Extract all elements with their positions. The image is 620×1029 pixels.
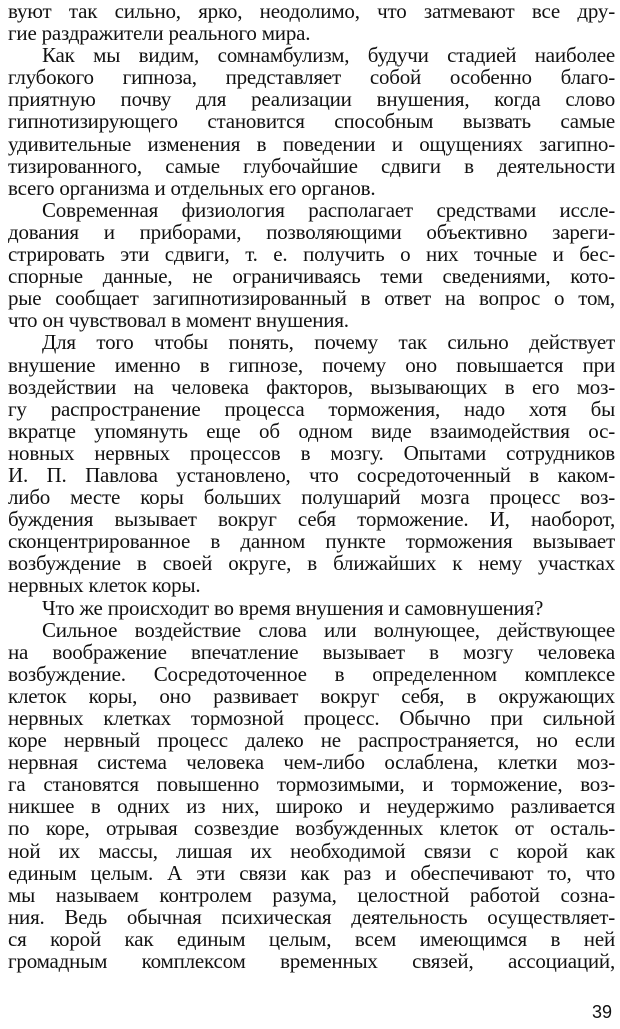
- text-line: сконцентрированное в данном пункте торможения вызывает: [8, 529, 615, 554]
- text-line: Что же происходит во время внушения и самовнушения?: [42, 595, 544, 620]
- text-line: гу распространение процесса торможения, надо хотя бы: [8, 396, 615, 421]
- text-line: коре нервный процесс далеко не распространяется, но если: [8, 728, 615, 753]
- text-line: буждения вызывает вокруг себя торможение. И, наоборот,: [8, 507, 615, 532]
- text-line: И. П. Павлова установлено, что сосредоточенный в каком-: [8, 462, 615, 487]
- text-line: ния. Ведь обычная психическая деятельность осуществляет-: [8, 904, 615, 929]
- paragraph: [8, 0, 615, 44]
- text-line: мы называем контролем разума, целостной работой созна-: [8, 882, 615, 907]
- text-line: приятную почву для реализации внушения, когда слово: [8, 87, 615, 112]
- text-line: либо месте коры больших полушарий мозга процесс воз-: [8, 485, 615, 510]
- text-line: возбуждение. Сосредоточенное в определенном комплексе: [8, 661, 615, 686]
- text-line: удивительные изменения в поведении и ощущениях загипно-: [8, 131, 615, 156]
- text-line: ной их массы, лишая их необходимой связи с корой как: [8, 838, 615, 863]
- text-line: гипнотизирующего становится способным вызвать самые: [8, 109, 615, 134]
- text-line: нервных клеток коры.: [8, 573, 201, 598]
- text-line: Современная физиология располагает средствами иссле-: [42, 197, 615, 222]
- text-line: клеток коры, оно развивает вокруг себя, в окружающих: [8, 683, 615, 708]
- text-line: всего организма и отдельных его органов.: [8, 175, 376, 200]
- text-line: внушение именно в гипнозе, почему оно повышается при: [8, 352, 615, 377]
- text-line: вуют так сильно, ярко, неодолимо, что затмевают все дру-: [8, 0, 615, 23]
- paragraph: [8, 44, 615, 199]
- text-line: нервных клетках тормозной процесс. Обычно при сильной: [8, 706, 615, 730]
- page-number: 39: [591, 1002, 612, 1022]
- book-page-text: [8, 0, 615, 972]
- text-line: вкратце упомянуть еще об одном виде взаимодействия ос-: [8, 418, 615, 443]
- text-line: стрировать эти сдвиги, т. е. получить о них точные и бес-: [8, 242, 615, 267]
- paragraph: [8, 331, 615, 596]
- text-line: Как мы видим, сомнамбулизм, будучи стадией наиболее: [42, 43, 615, 68]
- paragraph: [8, 597, 615, 619]
- text-line: на воображение впечатление вызывает в мозгу человека: [8, 639, 615, 664]
- text-line: тизированного, самые глубочайшие сдвиги в деятельности: [8, 153, 615, 178]
- text-line: Для того чтобы понять, почему так сильно действует: [42, 330, 615, 355]
- text-line: гие раздражители реального мира.: [8, 21, 311, 46]
- paragraph: [8, 199, 615, 332]
- text-line: Сильное воздействие слова или волнующее, действующее: [42, 617, 615, 642]
- text-line: возбуждение в своей округе, в ближайших к нему участках: [8, 551, 615, 576]
- text-line: никшее в одних из них, широко и неудержимо разливается: [8, 794, 615, 819]
- text-line: глубокого гипноза, представляет собой особенно благо-: [8, 65, 615, 90]
- text-line: спорные данные, не ограничиваясь теми сведениями, кото-: [8, 264, 615, 289]
- text-line: ся корой как единым целым, всем имеющимся в ней: [8, 926, 615, 951]
- text-line: по коре, отрывая созвездие возбужденных клеток от осталь-: [8, 816, 615, 841]
- text-line: что он чувствовал в момент внушения.: [8, 308, 349, 333]
- text-line: новных нервных процессов в мозгу. Опытами сотрудников: [8, 440, 615, 465]
- text-line: дования и приборами, позволяющими объективно зареги-: [8, 219, 615, 244]
- text-line: единым целым. А эти связи как раз и обеспечивают то, что: [8, 860, 615, 885]
- text-line: нервная система человека чем-либо ослаблена, клетки моз-: [8, 750, 615, 775]
- text-line: га становятся повышенно тормозимыми, и торможение, воз-: [8, 772, 615, 797]
- text-line: рые сообщает загипнотизированный в ответ на вопрос о том,: [8, 286, 615, 311]
- paragraph: [8, 619, 615, 973]
- text-line: громадным комплексом временных связей, ассоциаций,: [8, 949, 615, 974]
- text-line: воздействии на человека факторов, вызывающих в его моз-: [8, 374, 615, 399]
